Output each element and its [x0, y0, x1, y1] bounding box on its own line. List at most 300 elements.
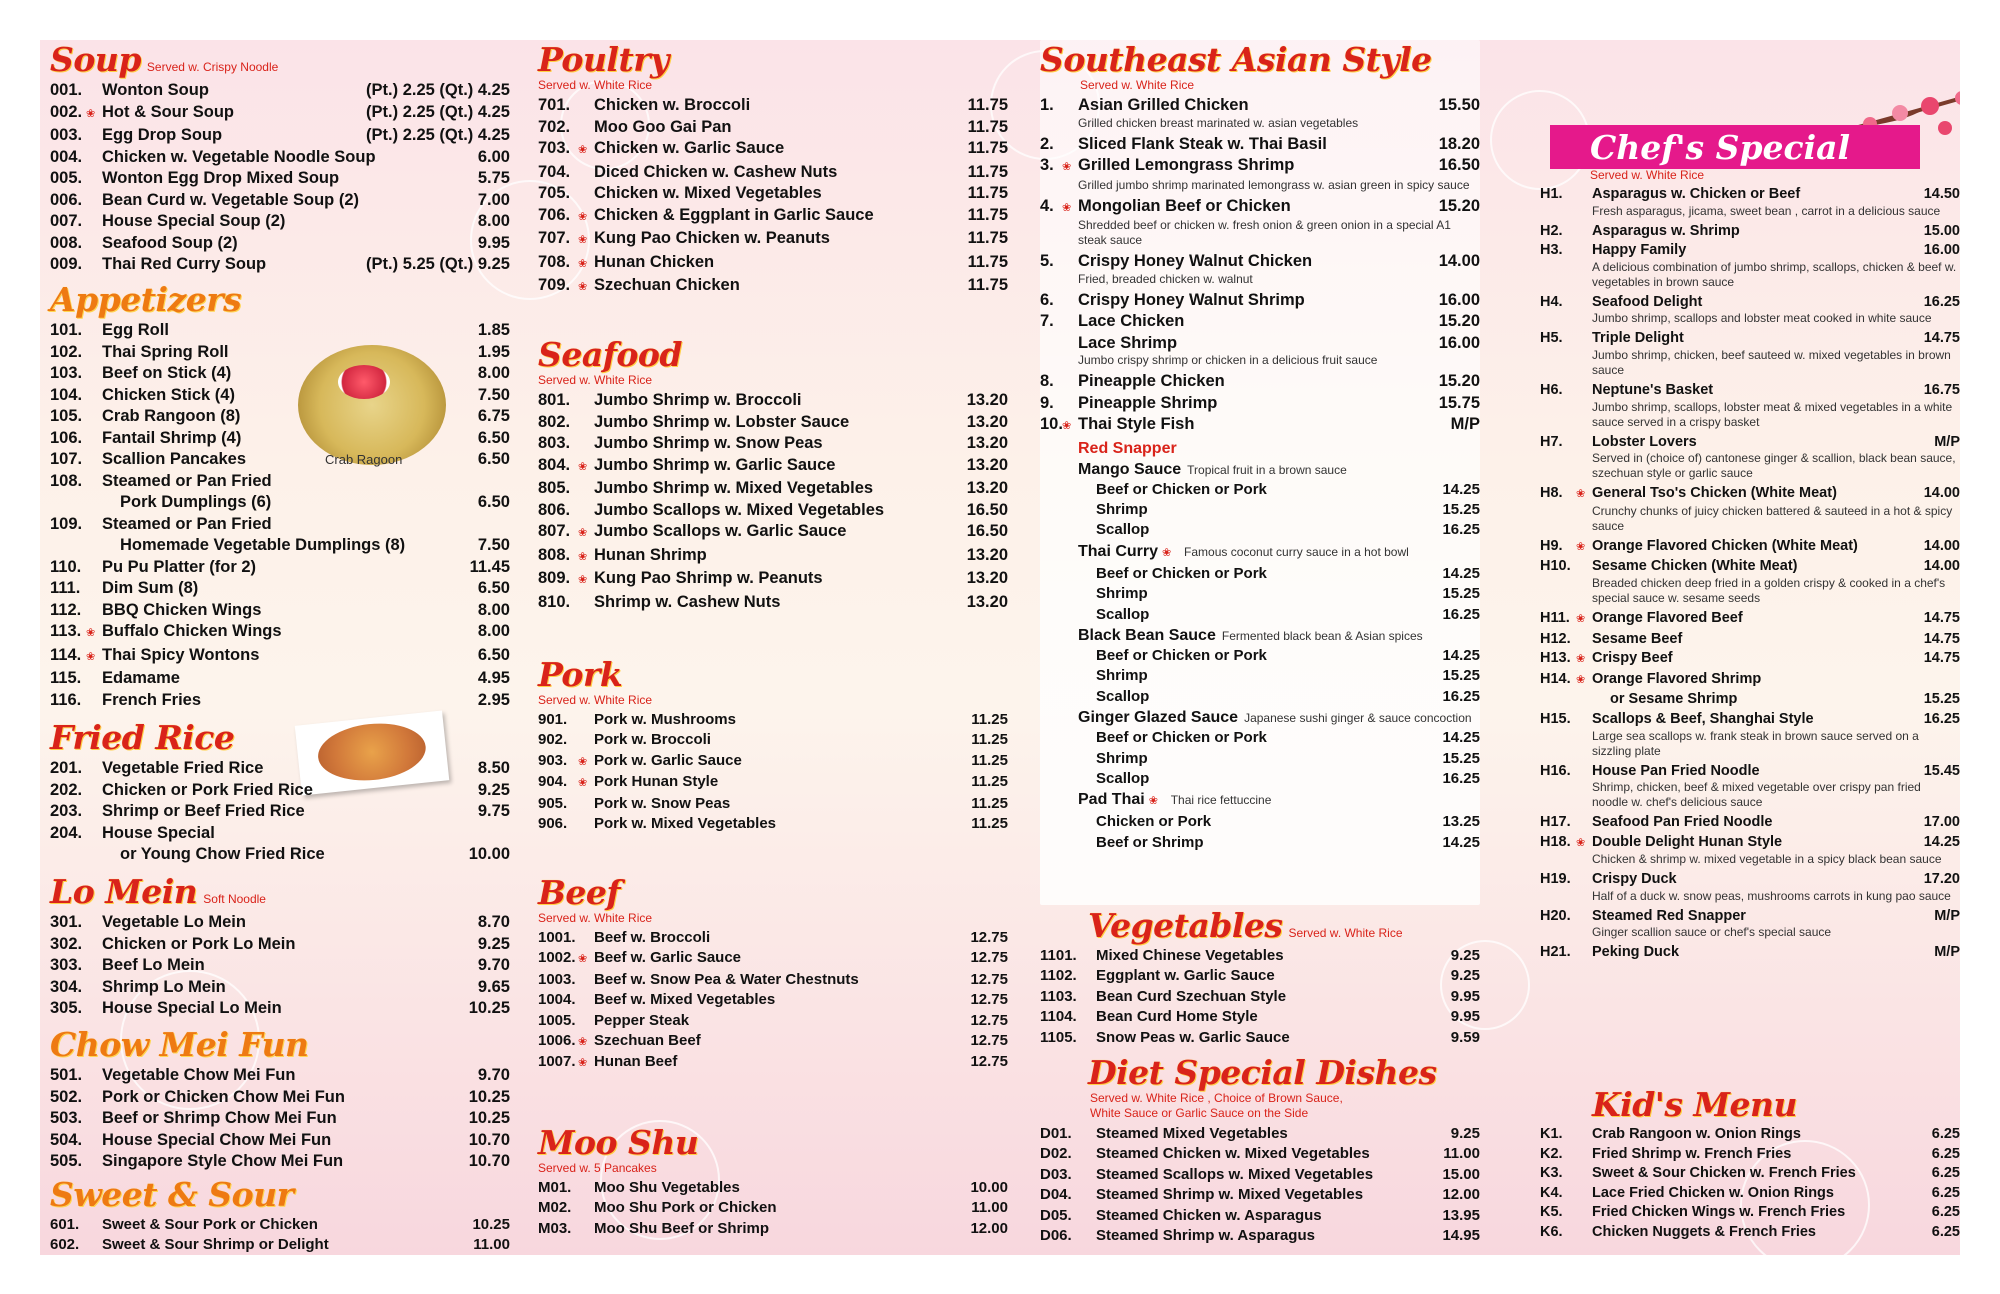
- item-price: 14.95: [1442, 1227, 1480, 1245]
- menu-item: [50, 471, 510, 493]
- item-name-text: Kung Pao Shrimp w. Peanuts: [594, 569, 823, 587]
- chow-mei-fun-title: Chow Mei Fun: [50, 1025, 309, 1064]
- menu-item: [538, 568, 1008, 592]
- item-name-text: Steamed Shrimp w. Mixed Vegetables: [1096, 1186, 1364, 1204]
- menu-item: [50, 342, 510, 364]
- item-name-text: Beef w. Garlic Sauce: [594, 949, 742, 967]
- item-name: [594, 990, 956, 1010]
- menu-item: [538, 1219, 1008, 1239]
- menu-item: [538, 478, 1008, 500]
- item-name-text: Bean Curd Home Style: [1096, 1008, 1258, 1026]
- item-number: 1006.: [538, 1032, 576, 1050]
- menu-item: [538, 970, 1008, 990]
- item-number: 705.: [538, 184, 571, 202]
- item-name-text: Pork Hunan Style: [594, 773, 719, 791]
- item-price: 6.00: [477, 147, 510, 166]
- option-name: Scallop: [1096, 687, 1150, 705]
- item-name: [594, 592, 956, 614]
- item-name: [1096, 1007, 1428, 1027]
- item-name-text: Steamed Chicken w. Mixed Vegetables: [1096, 1145, 1370, 1163]
- item-price: 6.25: [1931, 1126, 1960, 1142]
- column-4: [1540, 40, 1960, 1255]
- menu-item: [50, 758, 510, 780]
- menu-item: [1040, 1007, 1480, 1027]
- item-price: 10.25: [468, 1087, 510, 1106]
- item-number: H6.: [1540, 381, 1563, 398]
- menu-item: [50, 955, 510, 977]
- sauce-option: [1078, 480, 1480, 500]
- chili-icon: ❀: [578, 210, 588, 223]
- item-number: H13.: [1540, 650, 1571, 667]
- item-name-text: House Pan Fried Noodle: [1592, 762, 1760, 779]
- item-number: 108.: [50, 471, 83, 490]
- lo-mein-section: [50, 872, 510, 1020]
- menu-item: [538, 1198, 1008, 1218]
- item-name: [102, 557, 458, 579]
- menu-item: [50, 557, 510, 579]
- item-name: [578, 205, 956, 229]
- item-price: 14.00: [1923, 558, 1960, 575]
- item-name: [86, 102, 366, 126]
- item-price: 14.25: [1923, 833, 1960, 850]
- option-price: 16.25: [1442, 605, 1480, 623]
- item-name: [1592, 710, 1908, 730]
- item-name-text: Scallops & Beef, Shanghai Style: [1592, 710, 1814, 727]
- seafood-title: Seafood: [538, 335, 683, 374]
- option-name: Shrimp: [1096, 667, 1148, 685]
- item-name-text: Seafood Delight: [1592, 293, 1703, 310]
- menu-item: [50, 1108, 510, 1130]
- item-name-text: Pork w. Mushrooms: [594, 711, 736, 728]
- item-name: [102, 1108, 458, 1130]
- item-name-text: Fantail Shrimp (4): [102, 428, 242, 447]
- soup-note: Served w. Crispy Noodle: [146, 60, 279, 74]
- item-number: 6.: [1040, 290, 1054, 309]
- sauce-options: [1040, 438, 1480, 854]
- item-name: [594, 710, 956, 730]
- item-price: 12.75: [970, 949, 1008, 967]
- item-price: 9.75: [477, 802, 510, 820]
- menu-item: [50, 668, 510, 690]
- sweet-sour-title: Sweet & Sour: [50, 1175, 294, 1214]
- item-number: 005.: [50, 169, 83, 187]
- item-name: [578, 275, 956, 299]
- item-name: [1096, 1144, 1428, 1164]
- menu-item: [1040, 1028, 1480, 1048]
- item-price: 8.00: [477, 364, 510, 382]
- item-name: [594, 390, 956, 412]
- item-price: 8.00: [477, 212, 510, 230]
- item-name-text: Sweet & Sour Pork or Chicken: [102, 1216, 318, 1233]
- menu-item: [538, 1052, 1008, 1073]
- item-number: 802.: [538, 412, 571, 431]
- menu-item: [538, 455, 1008, 479]
- item-number: 901.: [538, 711, 568, 728]
- item-description: A delicious combination of jumbo shrimp, scallops, chicken & beef w. vegetables in brown sauce: [1592, 259, 1957, 289]
- item-number: 008.: [50, 233, 83, 252]
- item-number: 103.: [50, 364, 83, 382]
- item-price: 15.45: [1923, 762, 1960, 779]
- southeast-note: Served w. White Rice: [1080, 78, 1195, 92]
- item-number: K6.: [1540, 1223, 1563, 1240]
- menu-item: [1540, 907, 1960, 927]
- option-price: 15.25: [1442, 667, 1480, 685]
- menu-item: [538, 275, 1008, 299]
- item-name: [102, 1151, 458, 1173]
- item-name-text: Egg Roll: [102, 321, 169, 339]
- lo-mein-title: Lo Mein: [50, 872, 198, 911]
- item-name: [1096, 966, 1428, 986]
- item-price: 6.50: [477, 428, 510, 447]
- item-number: H7.: [1540, 433, 1563, 450]
- sauce-description: Thai rice fettuccine: [1170, 793, 1272, 808]
- beef-list: [538, 928, 1008, 1074]
- item-price: 14.75: [1923, 330, 1960, 347]
- item-name-text: Dim Sum (8): [102, 579, 199, 597]
- option-price: 14.25: [1442, 480, 1480, 498]
- option-price: 14.25: [1442, 729, 1480, 747]
- menu-item: [1540, 381, 1960, 401]
- item-name: [1078, 393, 1428, 415]
- option-price: 14.25: [1442, 833, 1480, 851]
- menu-item: [1540, 537, 1960, 558]
- chili-icon: ❀: [1576, 612, 1586, 625]
- item-name-text: Snow Peas w. Garlic Sauce: [1096, 1028, 1290, 1046]
- item-description: Shrimp, chicken, beef & mixed vegetable over crispy pan fried noodle w. chef's delicious sauce: [1592, 780, 1921, 810]
- item-name: [1592, 381, 1908, 401]
- item-price: 15.20: [1438, 372, 1480, 390]
- item-name: [1592, 185, 1908, 205]
- item-price: 7.50: [477, 536, 510, 554]
- column-3: [1040, 40, 1520, 1255]
- item-name-text: Steamed Mixed Vegetables: [1096, 1125, 1288, 1142]
- item-price: M/P: [1934, 944, 1960, 961]
- chow-mei-fun-section: [50, 1025, 510, 1173]
- menu-item: [50, 514, 510, 536]
- item-name: [578, 568, 956, 592]
- item-number: 904.: [538, 773, 568, 791]
- item-name-text: Pineapple Shrimp: [1078, 393, 1218, 412]
- item-description: Fried, breaded chicken w. walnut: [1078, 271, 1253, 286]
- item-name-text: Jumbo Shrimp w. Mixed Vegetables: [594, 479, 874, 497]
- item-price: 16.50: [1438, 156, 1480, 174]
- item-name: [86, 621, 458, 645]
- item-number: 1102.: [1040, 967, 1077, 985]
- item-number: 8.: [1040, 372, 1054, 390]
- item-price: M/P: [1934, 433, 1960, 450]
- menu-page: [40, 40, 1960, 1255]
- item-number: 114.: [50, 645, 82, 664]
- item-price: 10.25: [468, 999, 510, 1017]
- menu-item: [538, 183, 1008, 205]
- item-price: 11.25: [971, 751, 1008, 769]
- item-name-text: Pepper Steak: [594, 1011, 690, 1029]
- menu-item: [1040, 134, 1480, 156]
- item-price: 4.95: [477, 669, 510, 687]
- item-name: [1062, 155, 1428, 179]
- item-name: [1096, 1124, 1428, 1144]
- column-1: [40, 40, 510, 1255]
- item-description: Jumbo shrimp, scallops, lobster meat & mixed vegetables in a white sauce served in a crispy basket: [1592, 399, 1953, 429]
- item-price: 13.20: [966, 479, 1008, 497]
- item-name-text: Orange Flavored Beef: [1592, 609, 1743, 626]
- item-name: [1592, 907, 1908, 927]
- menu-item: [1540, 293, 1960, 313]
- item-price: 11.25: [971, 773, 1008, 791]
- item-price: 11.75: [967, 96, 1008, 114]
- menu-item: [1540, 1164, 1960, 1184]
- item-number: M03.: [538, 1219, 572, 1237]
- item-price: 14.75: [1923, 630, 1960, 647]
- item-price: 15.20: [1438, 312, 1480, 330]
- item-description: Served in (choice of) cantonese ginger & scallion, black bean sauce, szechuan style or garlic sauce: [1592, 451, 1956, 481]
- item-price: 12.75: [970, 970, 1008, 988]
- item-price: 6.25: [1931, 1184, 1960, 1201]
- item-number: 106.: [50, 428, 83, 447]
- item-name-text: Jumbo Shrimp w. Garlic Sauce: [594, 455, 836, 474]
- menu-item: [50, 233, 510, 255]
- item-name-text: Lace Chicken: [1078, 312, 1185, 330]
- menu-item: [1540, 870, 1960, 890]
- item-name-text: Pork w. Mixed Vegetables: [594, 815, 777, 833]
- item-name-text: Hunan Shrimp: [594, 545, 707, 564]
- sauce-name: Mango Sauce: [1078, 460, 1182, 478]
- item-number: 009.: [50, 255, 83, 273]
- option-name: Beef or Chicken or Pork: [1096, 564, 1267, 582]
- item-price: 12.00: [970, 1219, 1008, 1237]
- item-name: [1592, 1164, 1908, 1184]
- menu-item: [538, 730, 1008, 750]
- item-price: 8.70: [477, 913, 510, 931]
- item-number: 112.: [50, 600, 82, 619]
- menu-item: [1540, 710, 1960, 730]
- item-number: 503.: [50, 1109, 83, 1127]
- item-number: H5.: [1540, 330, 1563, 347]
- item-price: 14.75: [1923, 609, 1960, 626]
- item-name-text: Edamame: [102, 669, 180, 687]
- item-name: [102, 1087, 458, 1109]
- item-number: 905.: [538, 794, 568, 812]
- menu-item: [1540, 1223, 1960, 1243]
- item-number: D02.: [1040, 1145, 1072, 1163]
- item-name-text: Chicken Nuggets & French Fries: [1592, 1223, 1816, 1240]
- item-name-text: Wonton Egg Drop Mixed Soup: [102, 169, 340, 187]
- menu-item: [50, 934, 510, 956]
- item-name-text: Chicken w. Garlic Sauce: [594, 139, 785, 157]
- item-price: 9.70: [477, 956, 510, 974]
- sweet-sour-section: [50, 1175, 510, 1255]
- menu-item: [50, 102, 510, 126]
- chili-icon: ❀: [86, 627, 96, 639]
- item-name-text: Crispy Beef: [1592, 650, 1673, 667]
- item-name: [102, 80, 366, 102]
- item-name: [1592, 1184, 1908, 1204]
- item-name-text: Asparagus w. Chicken or Beef: [1592, 186, 1801, 202]
- appetizers-title: Appetizers: [50, 280, 242, 319]
- option-price: 13.25: [1442, 813, 1480, 831]
- item-name: [102, 190, 458, 212]
- chef-note: Served w. White Rice: [1590, 168, 1705, 182]
- item-name-text: Shrimp w. Cashew Nuts: [594, 592, 781, 611]
- menu-item: [50, 977, 510, 999]
- red-snapper-label: Red Snapper: [1078, 439, 1177, 457]
- item-price: 16.00: [1923, 242, 1960, 259]
- item-name-text: Crispy Honey Walnut Chicken: [1078, 252, 1313, 270]
- item-price: 2.95: [477, 690, 510, 709]
- menu-item: [1540, 329, 1960, 349]
- menu-item: [50, 621, 510, 645]
- item-number: 111.: [50, 579, 81, 597]
- menu-item: [538, 95, 1008, 117]
- item-name-text: Thai Red Curry Soup: [102, 255, 267, 273]
- lo-mein-note: Soft Noodle: [203, 892, 266, 906]
- item-number: 001.: [50, 81, 83, 99]
- item-price: 16.50: [966, 500, 1008, 519]
- menu-item: [1040, 196, 1480, 220]
- item-name: [594, 183, 956, 205]
- item-name-text: Neptune's Basket: [1592, 381, 1714, 398]
- item-number: 302.: [50, 934, 83, 953]
- item-name: [102, 758, 458, 780]
- menu-item: [538, 500, 1008, 522]
- item-price: 6.25: [1931, 1145, 1960, 1162]
- menu-item: [538, 794, 1008, 814]
- chili-icon: ❀: [578, 281, 588, 293]
- item-price: 6.50: [477, 579, 510, 597]
- item-price: 12.00: [1442, 1186, 1480, 1204]
- item-number: 301.: [50, 913, 83, 931]
- item-name: [102, 823, 458, 845]
- item-number: 105.: [50, 407, 83, 425]
- item-name: [1096, 1165, 1428, 1185]
- option-name: Shrimp: [1096, 749, 1148, 767]
- item-name-text: Pu Pu Platter (for 2): [102, 557, 257, 576]
- item-number: 9.: [1040, 393, 1054, 412]
- item-name: [1576, 609, 1908, 630]
- item-name: [578, 1031, 956, 1052]
- item-price: M/P: [1934, 907, 1960, 924]
- menu-item: [50, 645, 510, 669]
- sauce-heading: [1078, 459, 1480, 480]
- item-number: 703.: [538, 139, 571, 157]
- item-name: [1592, 1145, 1908, 1165]
- item-number: H18.: [1540, 833, 1571, 850]
- menu-item: [1040, 333, 1480, 355]
- item-name-text: Sesame Chicken (White Meat): [1592, 558, 1798, 575]
- item-number: 101.: [50, 321, 83, 339]
- item-name-text: Hunan Chicken: [594, 252, 715, 271]
- item-name: [578, 521, 956, 545]
- item-number: 107.: [50, 450, 83, 468]
- item-name: [1078, 290, 1428, 312]
- item-name: [102, 955, 458, 977]
- item-name-text: Moo Goo Gai Pan: [594, 117, 732, 136]
- item-number: 002.: [50, 102, 83, 121]
- item-name: [578, 948, 956, 969]
- item-number: 110.: [50, 557, 82, 576]
- menu-item: [1540, 813, 1960, 833]
- column-2: [538, 40, 1008, 1255]
- item-price: 17.20: [1923, 871, 1960, 888]
- item-number: H21.: [1540, 944, 1571, 961]
- item-name-text: Vegetable Chow Mei Fun: [102, 1066, 296, 1084]
- menu-item: [1540, 557, 1960, 577]
- item-name-text: Moo Shu Vegetables: [594, 1179, 740, 1196]
- item-name-text: Chicken w. Broccoli: [594, 96, 751, 114]
- item-name: [1576, 833, 1908, 854]
- item-price: 13.20: [966, 455, 1008, 474]
- chef-special-title: Chef's Special: [1590, 127, 1851, 167]
- item-number: 305.: [50, 999, 83, 1017]
- menu-item: [1540, 222, 1960, 242]
- item-number: 803.: [538, 434, 571, 452]
- item-number: 109.: [50, 514, 83, 533]
- option-name: Shrimp: [1096, 500, 1148, 518]
- item-number: 906.: [538, 815, 568, 833]
- item-number: H12.: [1540, 630, 1571, 647]
- item-name: [578, 228, 956, 252]
- item-price: 14.00: [1923, 537, 1960, 554]
- item-description: Jumbo shrimp, chicken, beef sauteed w. mixed vegetables in brown sauce: [1592, 347, 1951, 377]
- sauce-description: Tropical fruit in a brown sauce: [1187, 462, 1347, 477]
- menu-item: [538, 710, 1008, 730]
- item-name: [1078, 95, 1428, 117]
- item-name: [102, 668, 458, 690]
- chili-icon: ❀: [1162, 546, 1172, 559]
- item-name-text: Jumbo Shrimp w. Lobster Sauce: [594, 412, 850, 431]
- sauce-option: [1078, 769, 1480, 789]
- pork-section: [538, 655, 1008, 834]
- sauce-heading: [1078, 625, 1480, 646]
- menu-item: [1040, 311, 1480, 333]
- item-number: K2.: [1540, 1145, 1563, 1162]
- item-price: 1.85: [477, 321, 510, 339]
- item-price: 6.75: [477, 407, 510, 425]
- item-number: H4.: [1540, 293, 1563, 310]
- sauce-option: [1078, 687, 1480, 707]
- item-description: Fresh asparagus, jicama, sweet bean , carrot in a delicious sauce: [1592, 203, 1941, 218]
- menu-item: [1040, 987, 1480, 1007]
- item-name: [1096, 1226, 1428, 1246]
- item-name-text: Jumbo Scallops w. Garlic Sauce: [594, 522, 847, 540]
- menu-item: [1540, 833, 1960, 854]
- sauce-option: [1078, 564, 1480, 584]
- menu-item: [1540, 690, 1960, 710]
- item-name-text: or Sesame Shrimp: [1610, 691, 1738, 708]
- sauce-option: [1078, 605, 1480, 625]
- item-price: 13.20: [966, 434, 1008, 452]
- item-price: 16.25: [1923, 710, 1960, 727]
- menu-item: [50, 449, 510, 471]
- item-name-text: Steamed Scallops w. Mixed Vegetables: [1096, 1165, 1374, 1183]
- item-name-text: Fried Shrimp w. French Fries: [1592, 1145, 1792, 1162]
- menu-item: [50, 600, 510, 622]
- item-price: 12.75: [970, 1032, 1008, 1050]
- item-number: 501.: [50, 1066, 83, 1084]
- item-name: [102, 492, 458, 514]
- item-number: H8.: [1540, 485, 1563, 502]
- item-name: [102, 320, 458, 342]
- item-price: 5.75: [477, 169, 510, 187]
- item-number: 1103.: [1040, 987, 1077, 1005]
- item-description: Grilled chicken breast marinated w. asian vegetables: [1078, 115, 1359, 130]
- menu-item: [50, 428, 510, 450]
- kids-title: Kid's Menu: [1592, 1085, 1797, 1124]
- item-number: 007.: [50, 212, 83, 230]
- item-name: [594, 500, 956, 522]
- option-name: Shrimp: [1096, 585, 1148, 603]
- item-name-text: Vegetable Lo Mein: [102, 913, 246, 931]
